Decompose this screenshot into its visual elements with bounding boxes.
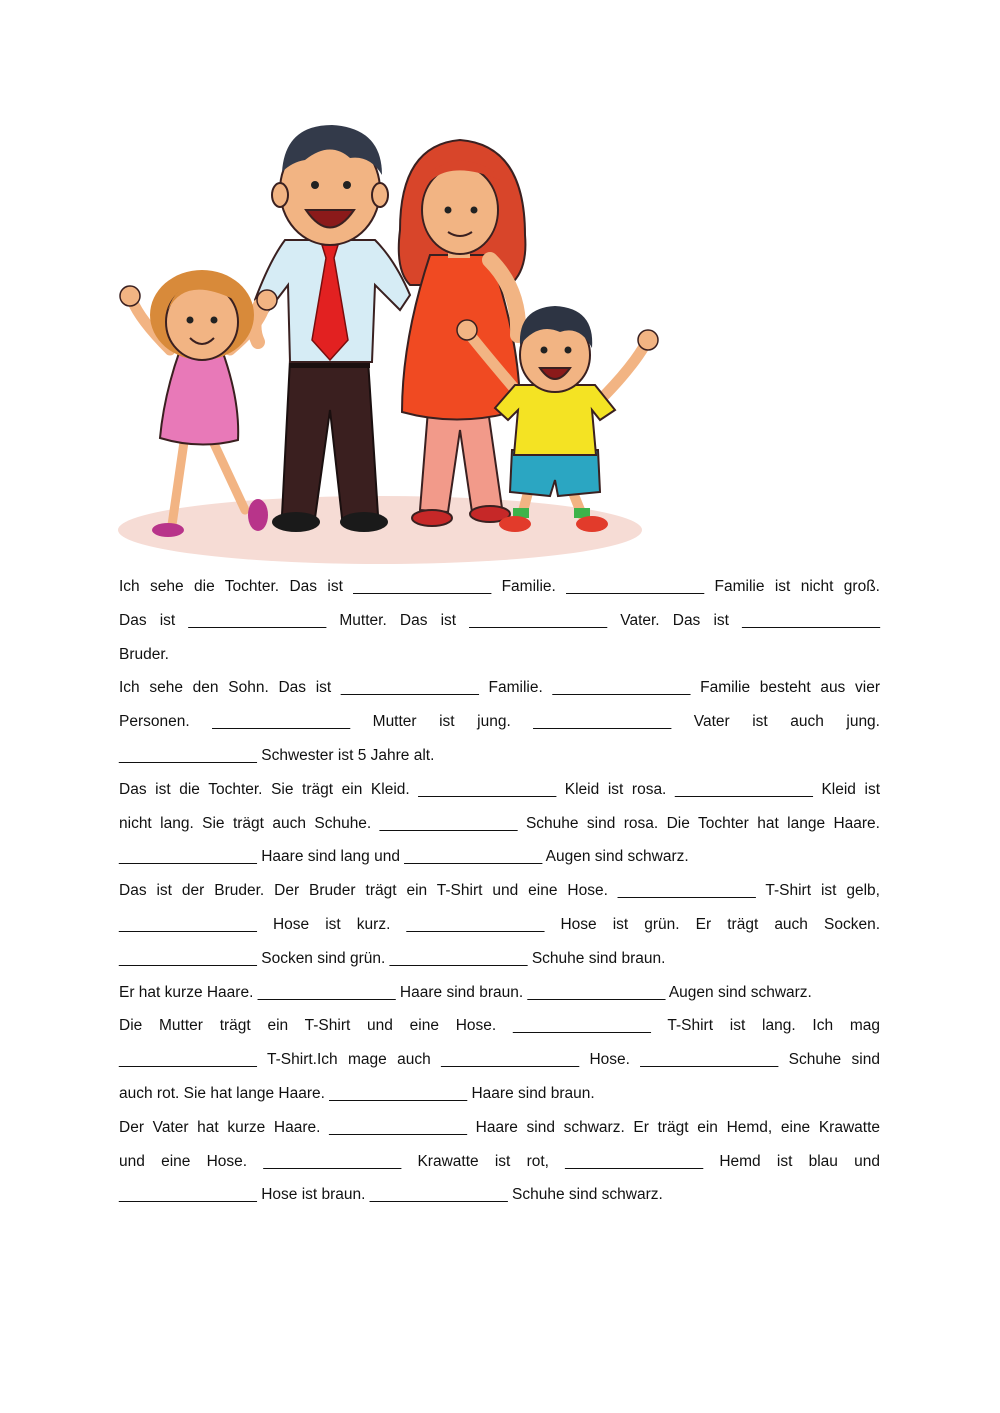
text-line: Ich sehe die Tochter. Das ist ________________ Familie. ________________ Familie ist nicht groß. [119, 578, 880, 595]
family-illustration [110, 110, 670, 570]
text-line: Er hat kurze Haare. ________________ Haare sind braun. ________________ Augen sind schwarz. [119, 983, 812, 1001]
girl-figure [120, 270, 277, 537]
paragraph-sohn-familie [119, 671, 880, 772]
paragraph-bruder-haare [119, 976, 880, 1010]
paragraph-tochter-kleidung [119, 773, 880, 874]
text-line: Der Vater hat kurze Haare. ________________ Haare sind schwarz. Er trägt ein Hemd, eine Krawatte [119, 1118, 880, 1136]
worksheet-text [119, 570, 880, 1212]
text-line: Personen. ________________ Mutter ist jung. ________________ Vater ist auch jung. [119, 713, 880, 731]
paragraph-bruder-kleidung [119, 874, 880, 975]
text-line: ________________ Hose ist braun. ________________ Schuhe sind schwarz. [119, 1186, 663, 1204]
text-line: ________________ T-Shirt.Ich mage auch ________________ Hose. ________________ Schuhe sind [119, 1051, 880, 1069]
ground-shadow [118, 496, 642, 564]
text-line: ________________ Hose ist kurz. ________________ Hose ist grün. Er trägt auch Socken. [119, 915, 880, 933]
text-line: Bruder. [119, 645, 169, 663]
family-illustration-icon [110, 110, 670, 570]
father-figure [254, 125, 410, 532]
text-line: auch rot. Sie hat lange Haare. ________________ Haare sind braun. [119, 1084, 595, 1102]
text-line: nicht lang. Sie trägt auch Schuhe. ________________ Schuhe sind rosa. Die Tochter hat lange Haare. [119, 814, 880, 832]
text-line: und eine Hose. ________________ Krawatte ist rot, ________________ Hemd ist blau und [119, 1152, 880, 1170]
paragraph-tochter-familie [119, 570, 880, 671]
text-line: Ich sehe den Sohn. Das ist ________________ Familie. ________________ Familie besteht aus vier [119, 679, 880, 697]
text-line: ________________ Schwester ist 5 Jahre alt. [119, 746, 435, 764]
text-line: Das ist ________________ Mutter. Das ist ________________ Vater. Das ist ________________ [119, 611, 880, 629]
text-line: Die Mutter trägt ein T-Shirt und eine Hose. ________________ T-Shirt ist lang. Ich mag [119, 1017, 880, 1035]
text-line: Das ist die Tochter. Sie trägt ein Kleid. ________________ Kleid ist rosa. ________________ Kleid ist [119, 780, 880, 798]
text-line: Das ist der Bruder. Der Bruder trägt ein T-Shirt und eine Hose. ________________ T-Shirt ist gelb, [119, 882, 880, 900]
text-line: ________________ Haare sind lang und ________________ Augen sind schwarz. [119, 848, 689, 866]
text-line: ________________ Socken sind grün. ________________ Schuhe sind braun. [119, 949, 666, 967]
paragraph-vater [119, 1111, 880, 1212]
paragraph-mutter [119, 1009, 880, 1110]
